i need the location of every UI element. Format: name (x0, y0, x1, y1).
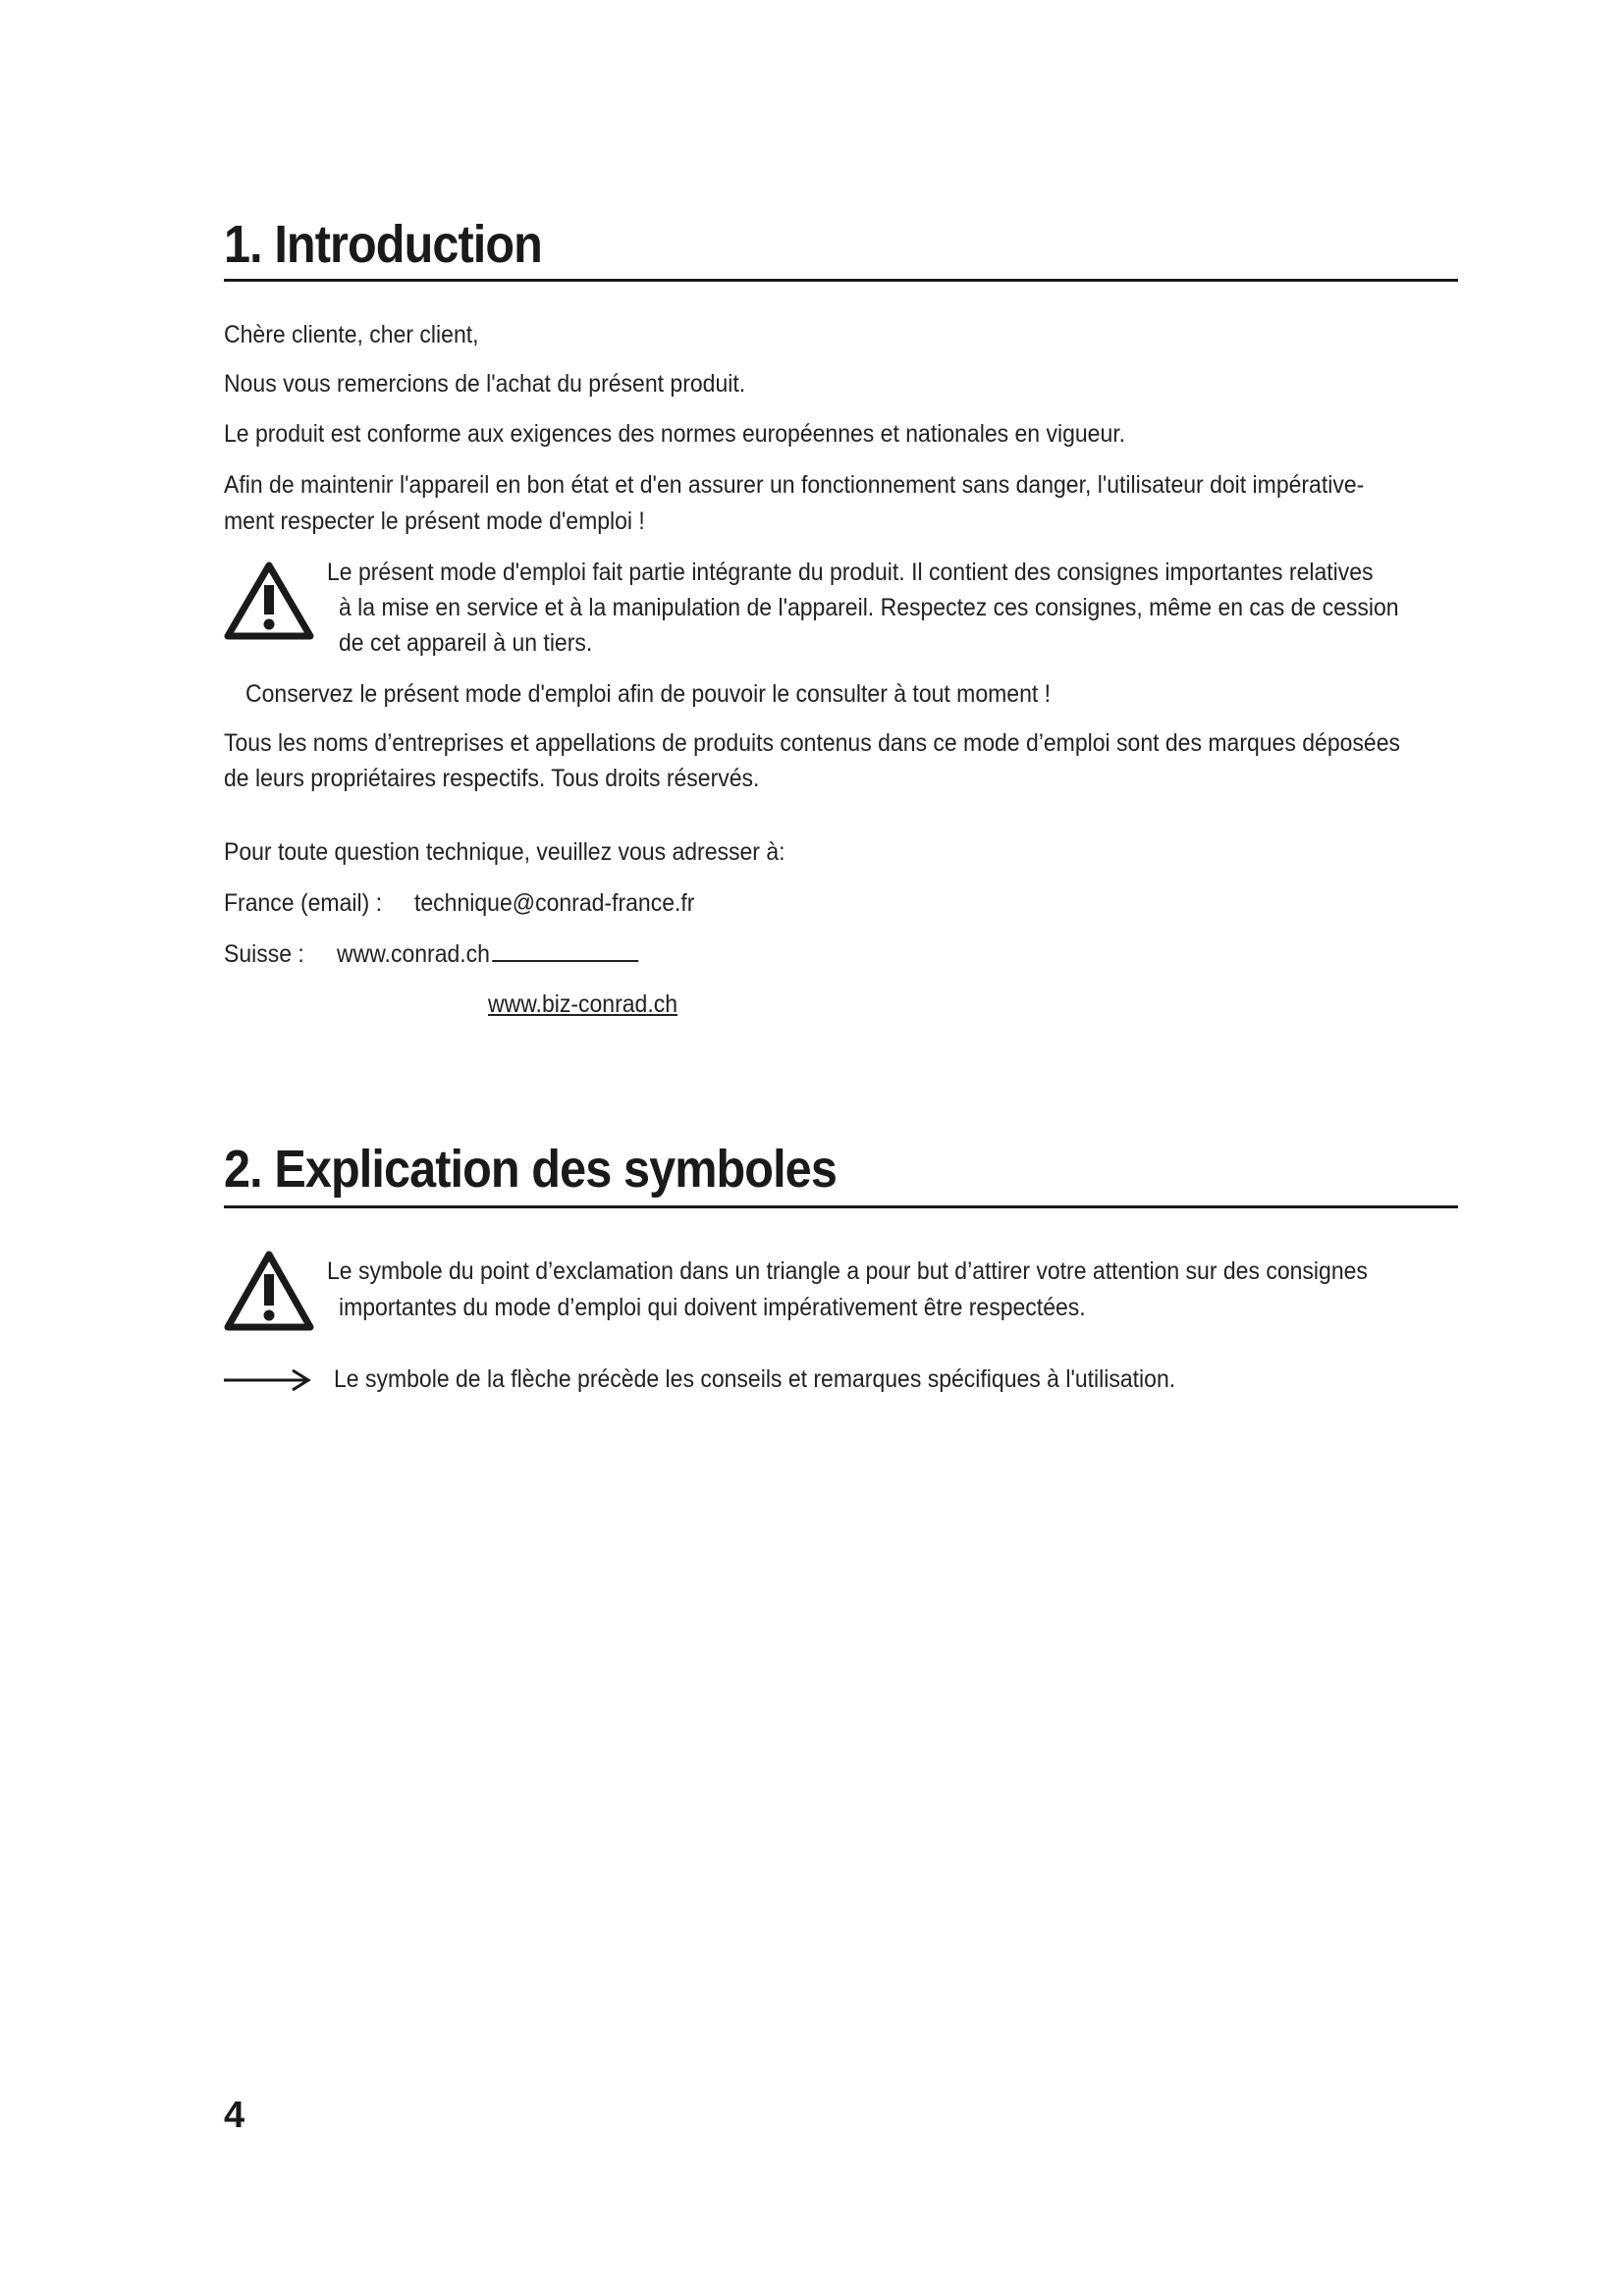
france-email-link[interactable]: technique@conrad-france.fr (414, 889, 695, 917)
thanks-text: Nous vous remercions de l'achat du présent produit. (224, 370, 746, 398)
suisse-link-1[interactable] (337, 939, 638, 969)
exclamation-line-1: Le symbole du point d’exclamation dans un triangle a pour but d’attirer votre attention sur des consignes (327, 1257, 1368, 1285)
section-2-title: 2. Explication des symboles (224, 1140, 837, 1199)
suisse-link-1-text[interactable]: www.conrad.ch (337, 940, 490, 968)
warning-triangle-icon (224, 560, 314, 642)
warning-line-3: de cet appareil à un tiers. (339, 629, 593, 657)
trademarks-line-2: de leurs propriétaires respectifs. Tous droits réservés. (224, 765, 760, 792)
warning-line-2: à la mise en service et à la manipulation de l'appareil. Respectez ces consignes, même en cas de cession (339, 594, 1399, 621)
suisse-link-2[interactable]: www.biz-conrad.ch (488, 990, 678, 1018)
conformity-text: Le produit est conforme aux exigences des normes européennes et nationales en vigueur. (224, 420, 1126, 448)
keep-manual-text: Conservez le présent mode d'emploi afin de pouvoir le consulter à tout moment ! (245, 680, 1052, 708)
arrow-right-icon (224, 1366, 312, 1394)
contact-intro: Pour toute question technique, veuillez vous adresser à: (224, 838, 785, 866)
arrow-description: Le symbole de la flèche précède les conseils et remarques spécifiques à l'utilisation. (334, 1365, 1176, 1393)
section-2-rule (224, 1205, 1458, 1208)
section-1-title: 1. Introduction (224, 215, 542, 274)
exclamation-triangle-icon (224, 1249, 314, 1333)
exclamation-line-2: importantes du mode d’emploi qui doivent impérativement être respectées. (339, 1294, 1086, 1321)
france-label: France (email) : (224, 889, 383, 917)
greeting: Chère cliente, cher client, (224, 321, 479, 348)
trademarks-line-1: Tous les noms d’entreprises et appellations de produits contenus dans ce mode d’emploi sont des marques déposées (224, 729, 1400, 757)
suisse-label: Suisse : (224, 940, 304, 968)
page-number: 4 (224, 2095, 245, 2136)
maintain-line-2: ment respecter le présent mode d'emploi ! (224, 507, 645, 535)
maintain-line-1: Afin de maintenir l'appareil en bon état et d'en assurer un fonctionnement sans danger, l'utilisateur doit impérative- (224, 471, 1365, 499)
blank-line (492, 942, 638, 962)
section-1-rule (224, 279, 1458, 282)
warning-line-1: Le présent mode d'emploi fait partie intégrante du produit. Il contient des consignes importantes relatives (327, 559, 1374, 586)
